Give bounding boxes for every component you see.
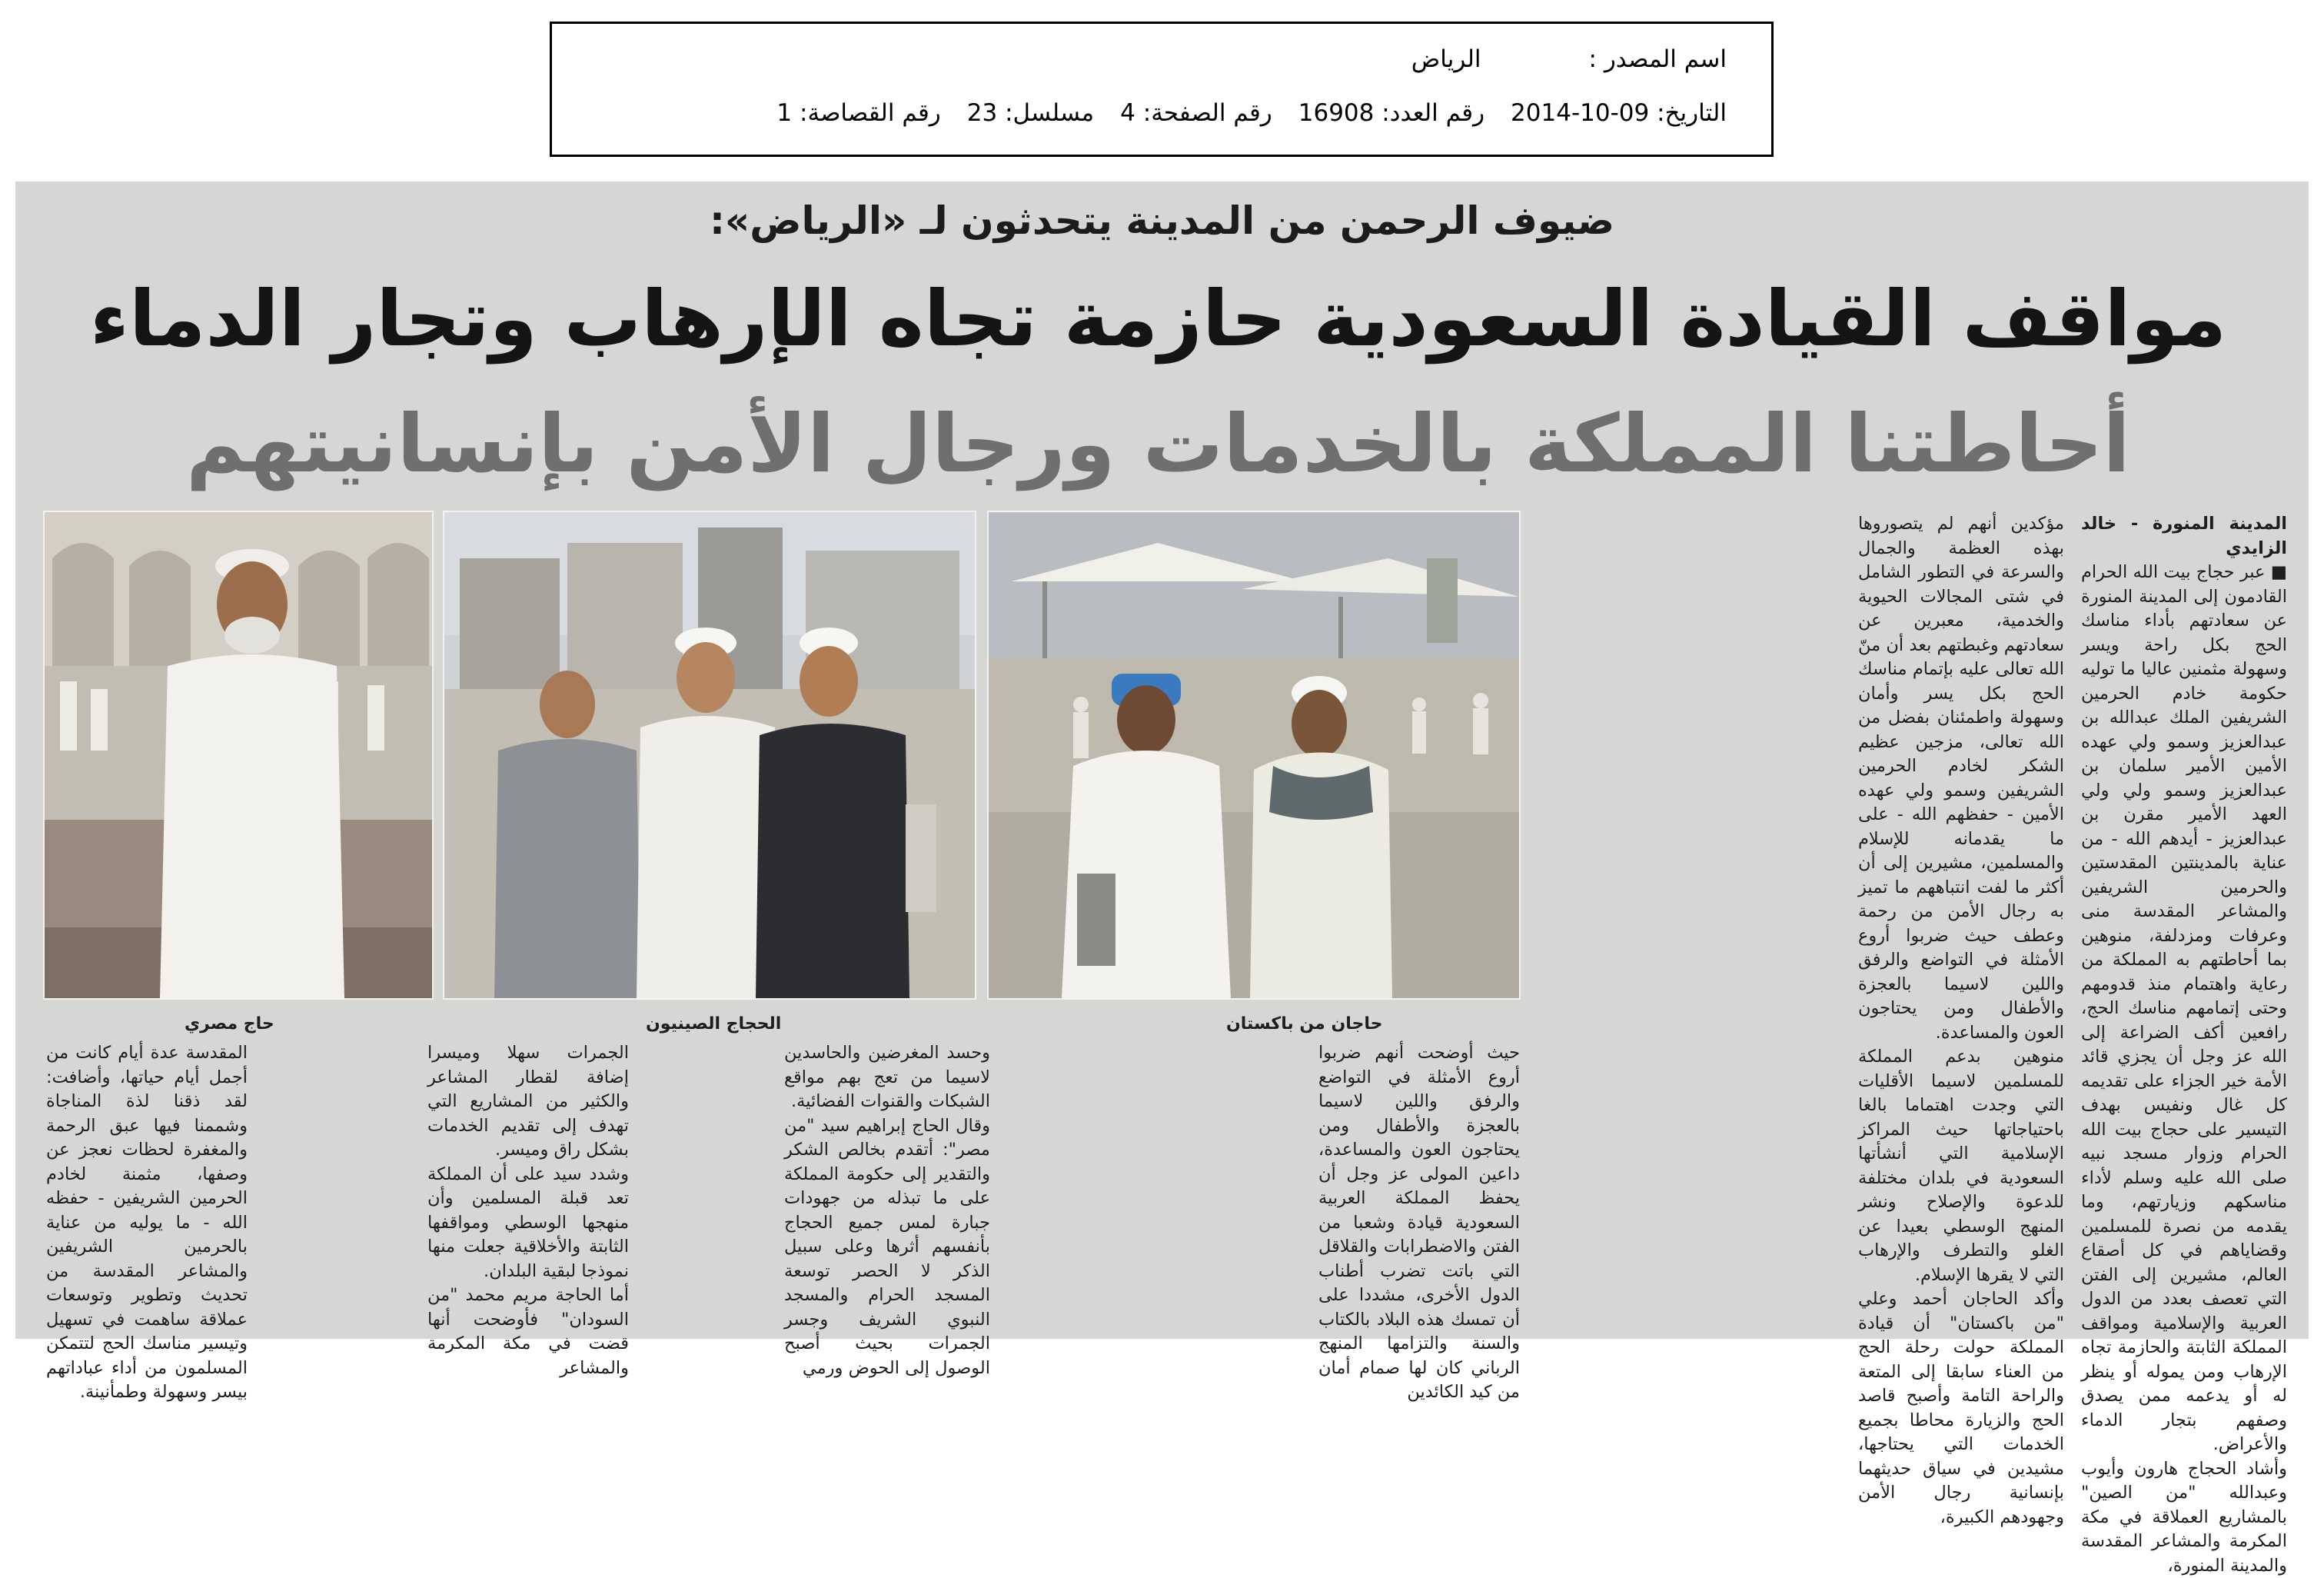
column-text: المقدسة عدة أيام كانت من أجمل أيام حياتها، وأضافت: لقد ذقنا لذة المناجاة وشممنا فيها عبق الرحمة والمغفرة لحظات نعجز عن وصفها، مثمنة لخادم الحرمين الشريفين - حفظه الله - ما يوليه من عناية بالحرمين الشريفين والمشاعر المقدسة من تحديث وتطوير وتوسعات عملاقة ساهمت في تسهيل وتيسير مناسك الحج لتتمكن المسلمون من أداء عباداتهم بيسر وسهولة وطمأنينة. (46, 1043, 248, 1402)
column-text: الجمرات سهلا وميسرا إضافة لقطار المشاعر والكثير من المشاريع التي تهدف إلى تقديم الخدمات بشكل راق وميسر. وشدد سيد على أن المملكة تعد قبلة المسلمين وأن منهجها الوسطي ومواقفها الثابتة والأخلاقية جعلت منها نموذجا لبقية البلدان. أما الحاجة مريم محمد "من السودان" فأوضحت أنها قضت في مكة المكرمة والمشاعر (427, 1043, 629, 1378)
newspaper-clipping (15, 181, 2309, 1576)
column-text: وحسد المغرضين والحاسدين لاسيما من تعج بهم مواقع الشبكات والقنوات الفضائية. وقال الحاج إبراهيم سيد "من مصر": أتقدم بخالص الشكر والتقدير إلى حكومة المملكة على ما تبذله من جهودات جبارة لمس جميع الحجاج بأنفسهم أثرها وعلى سبيل الذكر لا الحصر توسعة المسجد الحرام والمسجد النبوي الشريف وجسر الجمرات بحيث أصبح الوصول إلى الحوض ورمي (784, 1043, 990, 1378)
article-headline: مواقف القيادة السعودية حازمة تجاه الإرهاب وتجار الدماء (89, 274, 2227, 364)
article-column-6 (46, 1041, 248, 1402)
photo-chinese-pilgrims (443, 511, 976, 1000)
photo-egyptian-pilgrim (43, 511, 434, 1000)
article-column-1 (2081, 512, 2287, 1576)
metadata-row (776, 99, 1727, 127)
photo-caption-pakistan: حاجان من باكستان (1226, 1014, 1383, 1034)
serial-label: مسلسل: (1005, 99, 1095, 127)
photo-caption-egypt: حاج مصري (185, 1014, 274, 1034)
page-value: 4 (1120, 99, 1135, 127)
column-text: حيث أوضحت أنهم ضربوا أروع الأمثلة في التواضع والرفق واللين لاسيما بالعجزة والأطفال ومن يحتاجون العون والمساعدة، داعين المولى عز وجل أن يحفظ المملكة العربية السعودية قيادة وشعبا من الفتن والاضطرابات والقلاقل التي باتت تضرب أطناب الدول الأخرى، مشددا على أن تمسك هذه البلاد بالكتاب والسنة والتزامها المنهج الرباني كان لها صمام أمان من كيد الكائدين (1318, 1043, 1520, 1402)
date-value: 2014-10-09 (1511, 99, 1650, 127)
article-column-2 (1858, 512, 2064, 1527)
source-row (1411, 45, 1727, 73)
serial-value: 23 (966, 99, 998, 127)
photo-caption-chinese: الحجاج الصينيون (646, 1014, 782, 1034)
article-kicker: ضيوف الرحمن من المدينة يتحدثون لـ «الرياض»: (709, 198, 1615, 243)
article-column-3 (1318, 1041, 1520, 1402)
photo-pakistani-pilgrims (987, 511, 1521, 1000)
source-value: الرياض (1411, 45, 1481, 73)
issue-value: 16908 (1298, 99, 1375, 127)
date-label: التاريخ: (1657, 99, 1727, 127)
column-text: مؤكدين أنهم لم يتصوروها بهذه العظمة والجمال والسرعة في التطور الشامل في شتى المجالات الحيوية والخدمية، معبرين عن سعادتهم وغبطتهم بعد أن منّ الله تعالى عليه بإتمام مناسك الحج بكل يسر وأمان وسهولة واطمئنان بفضل من الله تعالى، مزجين عظيم الشكر لخادم الحرمين الشريفين وسمو ولي عهده الأمين - حفظهم الله - على ما يقدمانه للإسلام والمسلمين، مشيرين إلى أن أكثر ما لفت انتباههم ما تميز به رجال الأمن من رحمة وعطف حيث ضربوا أروع الأمثلة في التواضع والرفق واللين لاسيما بالعجزة والأطفال ومن يحتاجون العون والمساعدة. منوهين بدعم المملكة للمسلمين لاسيما الأقليات التي وجدت اهتماما بالغا باحتياجاتها حيث المراكز الإسلامية التي أنشأتها السعودية في بلدان مختلفة للدعوة والإصلاح ونشر المنهج الوسطي بعيدا عن الغلو والتطرف والإرهاب التي لا يقرها الإسلام. وأكد الحاجان أحمد وعلي "من باكستان" أن قيادة المملكة حولت رحلة الحج من العناء سابقا إلى المتعة والراحة التامة وأصبح قاصد الحج والزيارة محاطا بجميع الخدمات التي يحتاجها، مشيدين في سياق حديثهما بإنسانية رجال الأمن وجهودهم الكبيرة، (1858, 514, 2064, 1527)
article-byline: المدينة المنورة - خالد الزايدي (2081, 514, 2287, 558)
clip-label: رقم القصاصة: (800, 99, 941, 127)
clip-value: 1 (776, 99, 793, 127)
issue-label: رقم العدد: (1381, 99, 1485, 127)
page-label: رقم الصفحة: (1142, 99, 1272, 127)
article-subheadline: أحاطتنا المملكة بالخدمات ورجال الأمن بإنسانيتهم (186, 397, 2130, 491)
article-column-5 (427, 1041, 629, 1378)
source-info-box (550, 22, 1774, 157)
source-label: اسم المصدر : (1588, 45, 1727, 73)
article-column-4 (784, 1041, 990, 1378)
column-text: ■ عبر حجاج بيت الله الحرام القادمون إلى المدينة المنورة عن سعادتهم بأداء مناسك الحج بكل راحة ويسر وسهولة مثمنين عاليا ما توليه حكومة خادم الحرمين الشريفين الملك عبدالله بن عبدالعزيز وسمو ولي عهده الأمين الأمير سلمان بن عبدالعزيز وسمو ولي ولي العهد الأمير مقرن بن عبدالعزيز - أيدهم الله - من عناية بالمدينتين المقدستين والحرمين الشريفين والمشاعر المقدسة منى وعرفات ومزدلفة، منوهين بما أحاطتهم به المملكة من رعاية واهتمام منذ قدومهم وحتى إتمامهم مناسك الحج، رافعين أكف الضراعة إلى الله عز وجل أن يجزي قائد الأمة خير الجزاء على تقديمه كل غال ونفيس بهدف التيسير على حجاج بيت الله الحرام وزوار مسجد نبيه صلى الله عليه وسلم لأداء مناسكهم وزيارتهم، وما يقدمه من نصرة للمسلمين وقضاياهم في كل أصقاع العالم، مشيرين إلى الفتن التي تعصف بعدد من الدول العربية والإسلامية ومواقف المملكة الثابتة والحازمة تجاه الإرهاب ومن يموله أو ينظر له أو يدعمه ممن يصدق وصفهم بتجار الدماء والأعراض. وأشاد الحجاج هارون وأيوب وعبدالله "من الصين" بالمشاريع العملاقة في مكة المكرمة والمشاعر المقدسة والمدينة المنورة، (2081, 562, 2287, 1576)
